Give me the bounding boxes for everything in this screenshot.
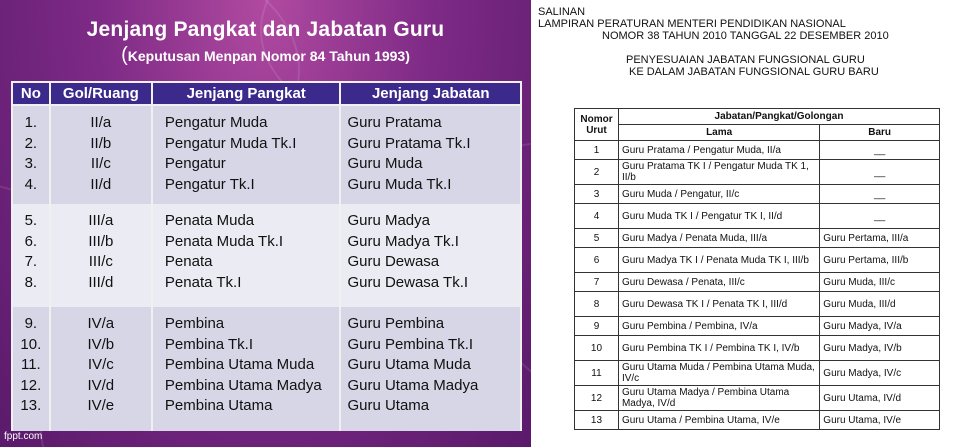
row-no: 10. [20,335,42,353]
table-row [575,160,940,185]
row-lama: Guru Pratama / Pengatur Muda, II/a [618,141,819,160]
table-row [575,141,940,160]
rank-group [11,307,522,431]
row-gol-ruang-column [51,204,153,307]
row-baru: Guru Pertama, III/b [820,248,940,273]
header-lama: Lama [618,125,819,141]
row-lama: Guru Dewasa / Penata, III/c [618,273,819,292]
table-row [575,386,940,411]
row-number: 7 [575,273,619,292]
row-baru: Guru Muda, III/d [820,292,940,317]
row-no-column [13,106,51,204]
row-lama: Guru Utama Madya / Pembina Utama Madya, IV/d [618,386,819,411]
row-gol-ruang: IV/b [87,335,115,353]
row-pangkat: Pengatur Muda [164,114,268,131]
header-jenjang-pangkat: Jenjang Pangkat [153,83,342,104]
row-baru: __ [820,160,940,185]
row-jabatan: Guru Pratama [347,114,442,131]
slide-title: Jenjang Pangkat dan Jabatan Guru [86,18,445,41]
row-jabatan: Guru Madya [347,212,430,229]
row-lama: Guru Pembina / Pembina, IV/a [618,317,819,336]
row-pangkat-column [153,204,342,307]
row-number: 12 [575,386,619,411]
footer-watermark: fppt.com [4,431,43,442]
subtitle-text: Keputusan Menpan Nomor 84 Tahun 1993) [127,48,410,64]
row-gol-ruang: II/a [90,114,112,131]
doc-salinan: SALINAN [538,6,586,18]
row-gol-ruang: IV/d [87,376,115,394]
row-no: 12. [20,376,42,394]
row-baru: Guru Madya, IV/a [820,317,940,336]
table-row [575,248,940,273]
row-pangkat: Penata Tk.I [164,273,242,291]
rank-group [11,106,522,204]
table-row [575,317,940,336]
row-number: 2 [575,160,619,185]
row-gol-ruang: III/a [88,212,114,229]
row-baru: __ [820,141,940,160]
row-gol-ruang: IV/c [87,356,114,373]
rank-table [11,81,522,431]
doc-heading-line2: KE DALAM JABATAN FUNGSIONAL GURU BARU [629,66,879,78]
row-no-column [13,307,51,431]
row-pangkat: Pembina Utama [164,397,273,414]
row-baru: Guru Madya, IV/c [820,361,940,386]
row-pangkat: Penata Muda Tk.I [164,232,284,250]
row-jabatan: Guru Pembina [347,315,445,332]
row-gol-ruang: IV/e [87,397,115,414]
row-gol-ruang-column [51,307,153,431]
header-jabatan-group: Jabatan/Pangkat/Golongan [618,109,939,125]
row-baru: Guru Utama, IV/e [820,411,940,430]
row-lama: Guru Utama Muda / Pembina Utama Muda, IV/c [618,361,819,386]
rank-group [11,204,522,307]
row-baru: Guru Utama, IV/d [820,386,940,411]
table-row [575,292,940,317]
row-no: 13. [20,397,42,414]
row-lama: Guru Madya TK I / Penata Muda TK I, III/b [618,248,819,273]
row-jabatan: Guru Dewasa [347,253,440,270]
row-baru: Guru Madya, IV/b [820,336,940,361]
row-no: 11. [20,356,41,373]
row-lama: Guru Pembina TK I / Pembina TK I, IV/b [618,336,819,361]
row-jabatan-column [341,307,520,431]
row-gol-ruang: IV/a [87,315,115,332]
row-gol-ruang: III/d [88,273,114,291]
row-gol-ruang-column [51,106,153,204]
row-gol-ruang: III/c [88,253,113,270]
row-gol-ruang: II/c [90,155,111,172]
table-row [575,273,940,292]
row-pangkat: Pembina Utama Madya [164,376,322,394]
row-pangkat-column [153,106,342,204]
row-jabatan-column [341,204,520,307]
row-lama: Guru Muda TK I / Pengatur TK I, II/d [618,204,819,229]
row-no: 6. [24,232,38,250]
header-baru: Baru [820,125,940,141]
row-pangkat-column [153,307,342,431]
row-pangkat: Pengatur Muda Tk.I [164,134,297,152]
row-gol-ruang: III/b [88,232,114,250]
row-no: 1. [24,114,38,131]
row-lama: Guru Madya / Penata Muda, III/a [618,229,819,248]
row-baru: Guru Pertama, III/a [820,229,940,248]
row-pangkat: Penata Muda [164,212,255,229]
row-pangkat: Pembina Utama Muda [164,356,315,373]
row-no: 8. [24,273,38,291]
row-jabatan: Guru Utama Muda [347,356,471,373]
row-no-column [13,204,51,307]
row-jabatan: Guru Dewasa Tk.I [347,273,469,291]
row-no: 7. [24,253,38,270]
table-row [575,185,940,204]
slide-subtitle [0,44,531,67]
table-row [575,204,940,229]
row-no: 2. [24,134,38,152]
rank-table-header [11,81,522,106]
row-number: 8 [575,292,619,317]
row-lama: Guru Muda / Pengatur, II/c [618,185,819,204]
row-gol-ruang: II/b [90,134,112,152]
row-number: 10 [575,336,619,361]
row-jabatan-column [341,106,520,204]
row-baru: __ [820,204,940,229]
row-pangkat: Pengatur Tk.I [164,175,255,193]
row-no: 5. [24,212,38,229]
header-gol-ruang: Gol/Ruang [51,83,153,104]
row-no: 9. [24,315,38,332]
table-row [575,336,940,361]
row-number: 13 [575,411,619,430]
row-jabatan: Guru Muda Tk.I [347,175,452,193]
row-number: 6 [575,248,619,273]
row-jabatan: Guru Pembina Tk.I [347,335,474,353]
row-jabatan: Guru Utama Madya [347,376,479,394]
table-row [575,411,940,430]
document-panel [531,0,953,447]
rank-table-body [11,106,522,431]
row-number: 9 [575,317,619,336]
row-pangkat: Penata [164,253,213,270]
header-no: No [13,83,51,104]
row-jabatan: Guru Utama [347,397,430,414]
row-number: 4 [575,204,619,229]
row-baru: Guru Muda, III/c [820,273,940,292]
row-lama: Guru Pratama TK I / Pengatur Muda TK 1, II/b [618,160,819,185]
row-gol-ruang: II/d [90,175,112,193]
table-row [575,229,940,248]
row-pangkat: Pembina Tk.I [164,335,254,353]
subtitle-paren: ( [121,44,128,66]
row-jabatan: Guru Madya Tk.I [347,232,459,250]
row-baru: __ [820,185,940,204]
table-row [575,361,940,386]
row-no: 4. [24,175,38,193]
row-no: 3. [24,155,38,172]
adjustment-table-body [575,141,940,430]
row-number: 11 [575,361,619,386]
row-lama: Guru Utama / Pembina Utama, IV/e [618,411,819,430]
header-nomor-urut: Nomor Urut [575,109,619,141]
doc-heading-line1: PENYESUAIAN JABATAN FUNGSIONAL GURU [626,54,865,66]
row-jabatan: Guru Muda [347,155,423,172]
header-jenjang-jabatan: Jenjang Jabatan [371,85,490,102]
row-lama: Guru Dewasa TK I / Penata TK I, III/d [618,292,819,317]
row-number: 5 [575,229,619,248]
doc-lampiran-line2: NOMOR 38 TAHUN 2010 TANGGAL 22 DESEMBER 2010 [602,30,889,42]
adjustment-table [574,108,940,430]
row-pangkat: Pembina [164,315,225,332]
row-pangkat: Pengatur [164,155,226,172]
row-jabatan: Guru Pratama Tk.I [347,134,471,152]
row-number: 3 [575,185,619,204]
doc-lampiran-line1: LAMPIRAN PERATURAN MENTERI PENDIDIKAN NASIONAL [538,18,846,30]
row-number: 1 [575,141,619,160]
